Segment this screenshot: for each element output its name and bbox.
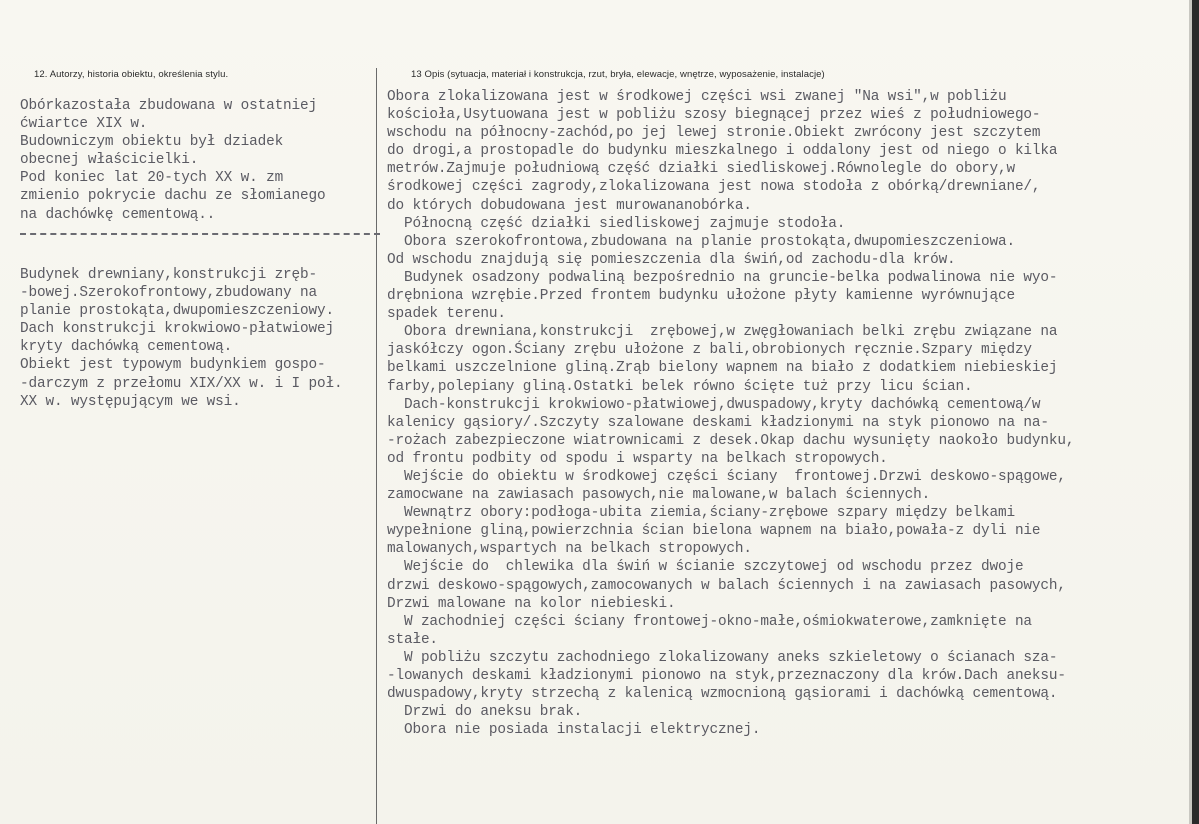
section-12-header: 12. Autorzy, historia obiektu, określenia stylu.	[34, 69, 229, 80]
description-text: Obora zlokalizowana jest w środkowej części wsi zwanej "Na wsi",w pobliżu kościoła,Usytuowana jest w pobliżu szosy biegnącej przez wieś z południowego- wschodu na północny-zachód,po jej lewej stronie.Obiekt zwrócony jest szczytem do drogi,a prostopadle do budynku mieszkalnego i oddalony jest od niego o kilka metrów.Zajmuje południową część działki siedliskowej.Równolegle do obory,w środkowej części zagrody,zlokalizowana jest nowa stodoła z obórką/drewniane/, do których dobudowana jest murowananobórka. Północną część działki siedliskowej zajmuje stodoła. Obora szerokofrontowa,zbudowana na planie prostokąta,dwupomieszczeniowa. Od wschodu znajdują się pomieszczenia dla świń,od zachodu-dla krów. Budynek osadzony podwaliną bezpośrednio na gruncie-belka podwalinowa nie wyo- drębniona wzrębie.Przed frontem budynku ułożone płyty kamienne wyrównujące spadek terenu. Obora drewniana,konstrukcji zrębowej,w zwęgłowaniach belki zrębu związane na jaskółczy ogon.Ściany zrębu ułożone z bali,obrobionych ręcznie.Szpary między belkami uszczelnione gliną.Zrąb bielony wapnem na biało z dodatkiem niebieskiej farby,polepiany gliną.Ostatki belek równo ścięte tuż przy licu ścian. Dach-konstrukcji krokwiowo-płatwiowej,dwuspadowy,kryty dachówką cementową/w kalenicy gąsiory/.Szczyty szalowane deskami kładzionymi na styk pionowo na na- -rożach zabezpieczone wiatrownicami z desek.Okap dachu wysunięty naokoło budynku, od frontu podbity od spodu i wsparty na belkach stropowych. Wejście do obiektu w środkowej części ściany frontowej.Drzwi deskowo-spągowe, zamocwane na zawiasach pasowych,nie malowane,w balach ściennych. Wewnątrz obory:podłoga-ubita ziemia,ściany-zrębowe szpary między belkami wypełnione gliną,powierzchnia ścian bielona wapnem na biało,powała-z dyli nie malowanych,wspartych na belkach stropowych. Wejście do chlewika dla świń w ścianie szczytowej od wschodu przez dwoje drzwi deskowo-spągowych,zamocowanych w balach ściennych i na zawiasach pasowych, Drzwi malowane na kolor niebieski. W zachodniej części ściany frontowej-okno-małe,ośmiokwaterowe,zamknięte na stałe. W pobliżu szczytu zachodniego zlokalizowany aneks szkieletowy o ścianach sza- -lowanych deskami kładzionymi pionowo na styk,przeznaczony dla krów.Dach aneksu- dwuspadowy,kryty strzechą z kalenicą wzmocnioną gąsiorami i dachówką cementową. Drzwi do aneksu brak. Obora nie posiada instalacji elektrycznej.	[387, 89, 1075, 739]
section-13-header: 13 Opis (sytuacja, materiał i konstrukcja, rzut, bryła, elewacje, wnętrze, wyposażenie, instalacje)	[411, 69, 825, 80]
column-divider	[376, 68, 377, 824]
style-text: Budynek drewniany,konstrukcji zręb- -bowej.Szerokofrontowy,zbudowany na planie prostokąta,dwupomieszczeniowy. Dach konstrukcji krokwiowo-płatwiowej kryty dachówką cementową. Obiekt jest typowym budynkiem gospo- -darczym z przełomu XIX/XX w. i I poł. XX w. występującym we wsi.	[20, 267, 343, 410]
card-edge	[1192, 0, 1199, 824]
history-text: Obórkazostała zbudowana w ostatniej ćwiartce XIX w. Budowniczym obiektu był dziadek obecnej właścicielki. Pod koniec lat 20-tych XX w. zm zmienio pokrycie dachu ze słomianego na dachówkę cementową..	[20, 98, 326, 223]
dashed-separator	[20, 233, 380, 235]
